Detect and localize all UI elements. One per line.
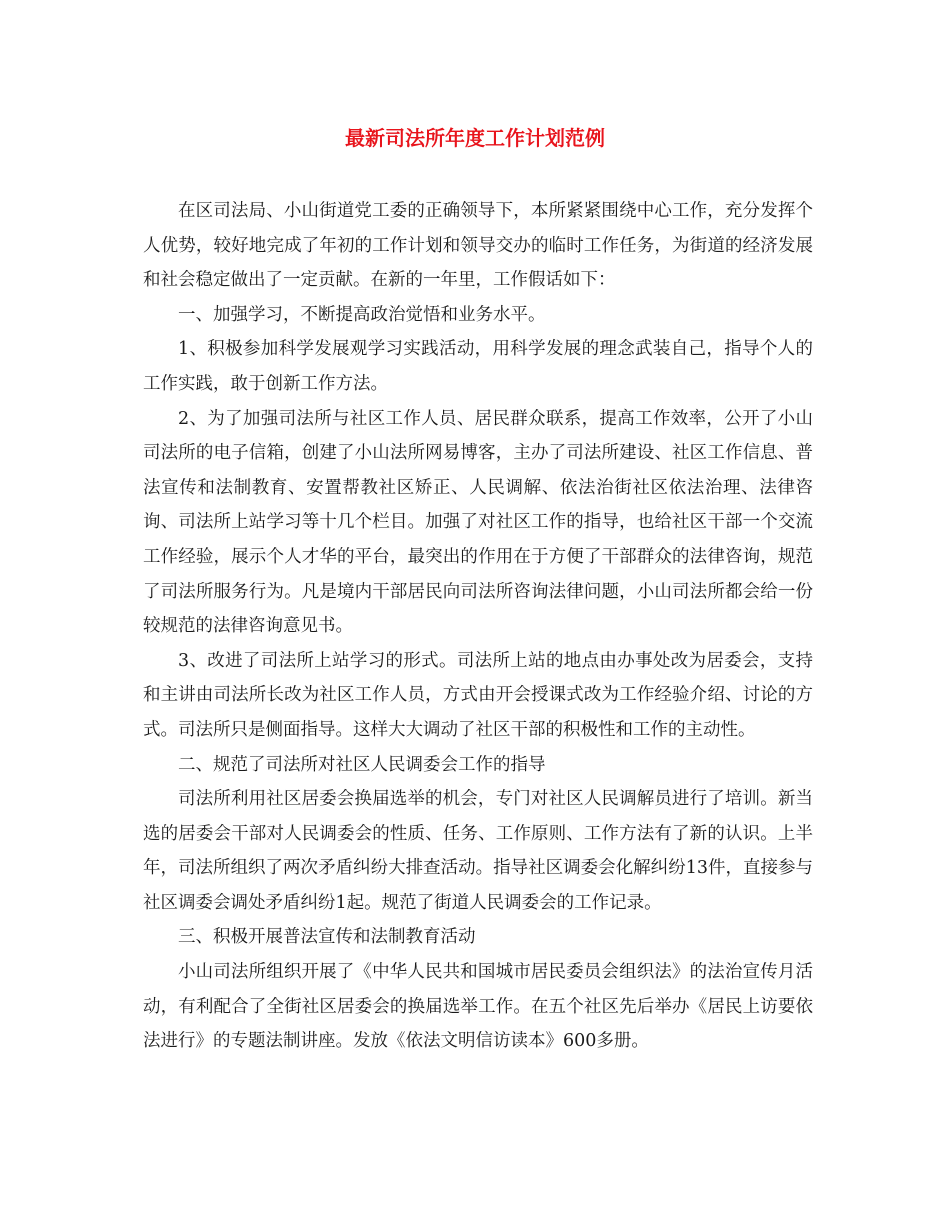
document-title: 最新司法所年度工作计划范例 <box>345 126 605 150</box>
paragraph-mediation: 司法所利用社区居委会换届选举的机会，专门对社区人民调解员进行了培训。新当选的居委会干部对人民调委会的性质、任务、工作原则、工作方法有了新的认识。上半年，司法所组织了两次矛盾纠纷大排查活动。指导社区调委会化解纠纷13件，直接参与社区调委会调处矛盾纠纷1起。规范了街道人民调委会的工作记录。 <box>143 789 813 913</box>
paragraph-item-3: 3、改进了司法所上站学习的形式。司法所上站的地点由办事处改为居委会，支持和主讲由司法所长改为社区工作人员，方式由开会授课式改为工作经验介绍、讨论的方式。司法所只是侧面指导。这样大大调动了社区干部的积极性和工作的主动性。 <box>143 650 813 740</box>
section-heading-1: 一、加强学习，不断提高政治觉悟和业务水平。 <box>178 304 546 325</box>
section-heading-2: 二、规范了司法所对社区人民调委会工作的指导 <box>178 754 546 775</box>
paragraph-intro: 在区司法局、小山街道党工委的正确领导下，本所紧紧围绕中心工作，充分发挥个人优势，较好地完成了年初的工作计划和领导交办的临时工作任务，为街道的经济发展和社会稳定做出了一定贡献。在新的一年里，工作假话如下： <box>143 201 813 291</box>
paragraph-item-1: 1、积极参加科学发展观学习实践活动，用科学发展的理念武装自己，指导个人的工作实践，敢于创新工作方法。 <box>143 339 813 394</box>
paragraph-item-2: 2、为了加强司法所与社区工作人员、居民群众联系，提高工作效率，公开了小山司法所的电子信箱，创建了小山法所网易博客，主办了司法所建设、社区工作信息、普法宣传和法制教育、安置帮教社区矫正、人民调解、依法治街社区依法治理、法律咨询、司法所上站学习等十几个栏目。加强了对社区工作的指导，也给社区干部一个交流工作经验，展示个人才华的平台，最突出的作用在于方便了干部群众的法律咨询，规范了司法所服务行为。凡是境内干部居民向司法所咨询法律问题，小山司法所都会给一份较规范的法律咨询意见书。 <box>143 408 813 637</box>
section-heading-3: 三、积极开展普法宣传和法制教育活动 <box>178 927 476 948</box>
document-body <box>143 194 813 1059</box>
paragraph-legal-education: 小山司法所组织开展了《中华人民共和国城市居民委员会组织法》的法治宣传月活动，有利配合了全街社区居委会的换届选举工作。在五个社区先后举办《居民上访要依法进行》的专题法制讲座。发放《依法文明信访读本》600多册。 <box>143 962 813 1052</box>
